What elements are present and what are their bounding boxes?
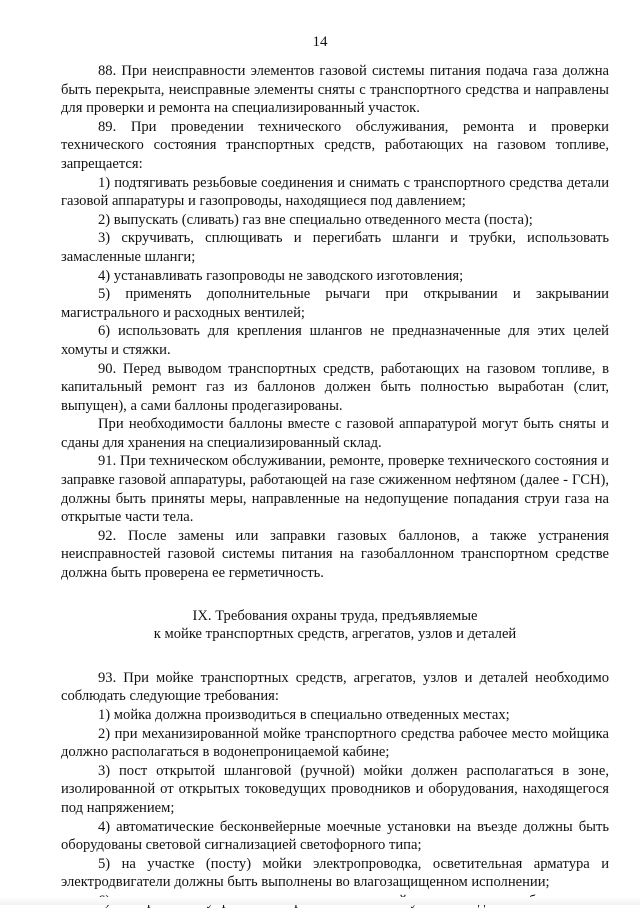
list-item: 4) автоматические бесконвейерные моечные установки на въезде должны быть оборудованы световой сигнализацией светофорного типа; bbox=[61, 818, 609, 854]
section-heading-line-2: к мойке транспортных средств, агрегатов, узлов и деталей bbox=[153, 626, 517, 643]
document-body bbox=[61, 62, 609, 911]
list-item: 3) пост открытой шланговой (ручной) мойки должен располагаться в зоне, изолированной от открытых токоведущих проводников и оборудования, находящегося под напряжением; bbox=[61, 762, 609, 816]
section-heading bbox=[61, 607, 609, 644]
paragraph-90-note: При необходимости баллоны вместе с газовой аппаратурой могут быть сняты и сданы для хранения на специализированный склад. bbox=[61, 416, 609, 451]
paragraph-88: 88. При неисправности элементов газовой системы питания подача газа должна быть перекрыта, неисправные элементы сняты с транспортного средства и направлены для проверки и ремонта на специализированный участок. bbox=[61, 63, 609, 117]
page-number: 14 bbox=[312, 34, 328, 50]
paragraph-92: 92. После замены или заправки газовых баллонов, а также устранения неисправностей газовой системы питания на газобаллонном транспортном средстве должна быть проверена ее герметичность. bbox=[61, 527, 609, 582]
list-item: 3) скручивать, сплющивать и перегибать шланги и трубки, использовать замасленные шланги; bbox=[61, 230, 609, 265]
page-bottom-edge bbox=[0, 897, 640, 905]
list-item: 4) устанавливать газопроводы не заводского изготовления; bbox=[98, 267, 464, 284]
paragraph-91: 91. При техническом обслуживании, ремонте, проверке технического состояния и заправке газовой аппаратуры, работающей на газе сжиженном нефтяном (далее - ГСН), должны быть приняты меры, направленные на недопущение попадания струи газа на открытые части тела. bbox=[61, 453, 609, 526]
list-item: 6) использовать для крепления шлангов не предназначенные для этих целей хомуты и стяжки. bbox=[61, 323, 609, 358]
paragraph-93: 93. При мойке транспортных средств, агрегатов, узлов и деталей необходимо соблюдать следующие требования: bbox=[61, 669, 609, 705]
paragraph-90: 90. Перед выводом транспортных средств, работающих на газовом топливе, в капитальный ремонт газ из баллонов должен быть полностью выработан (слит, выпущен), а сами баллоны продегазированы. bbox=[61, 360, 609, 414]
section-heading-line-1: IX. Требования охраны труда, предъявляемые bbox=[192, 607, 478, 624]
list-item: 2) выпускать (сливать) газ вне специально отведенного места (поста); bbox=[98, 211, 533, 228]
list-item: 5) на участке (посту) мойки электропроводка, осветительная арматура и электродвигатели должны быть выполнены во влагозащищенном исполнении; bbox=[61, 855, 609, 891]
list-item: 2) при механизированной мойке транспортного средства рабочее место мойщика должно располагаться в водонепроницаемой кабине; bbox=[61, 725, 609, 761]
list-item: 1) мойка должна производиться в специально отведенных местах; bbox=[98, 707, 510, 723]
list-item: 1) подтягивать резьбовые соединения и снимать с транспортного средства детали газовой аппаратуры и газопроводы, находящиеся под давлением; bbox=[61, 174, 609, 210]
list-item: 5) применять дополнительные рычаги при открывании и закрывании магистрального и расходных вентилей; bbox=[61, 286, 609, 321]
paragraph-89: 89. При проведении технического обслуживания, ремонта и проверки технического состояния транспортных средств, работающих на газовом топливе, запрещается: bbox=[61, 118, 609, 172]
